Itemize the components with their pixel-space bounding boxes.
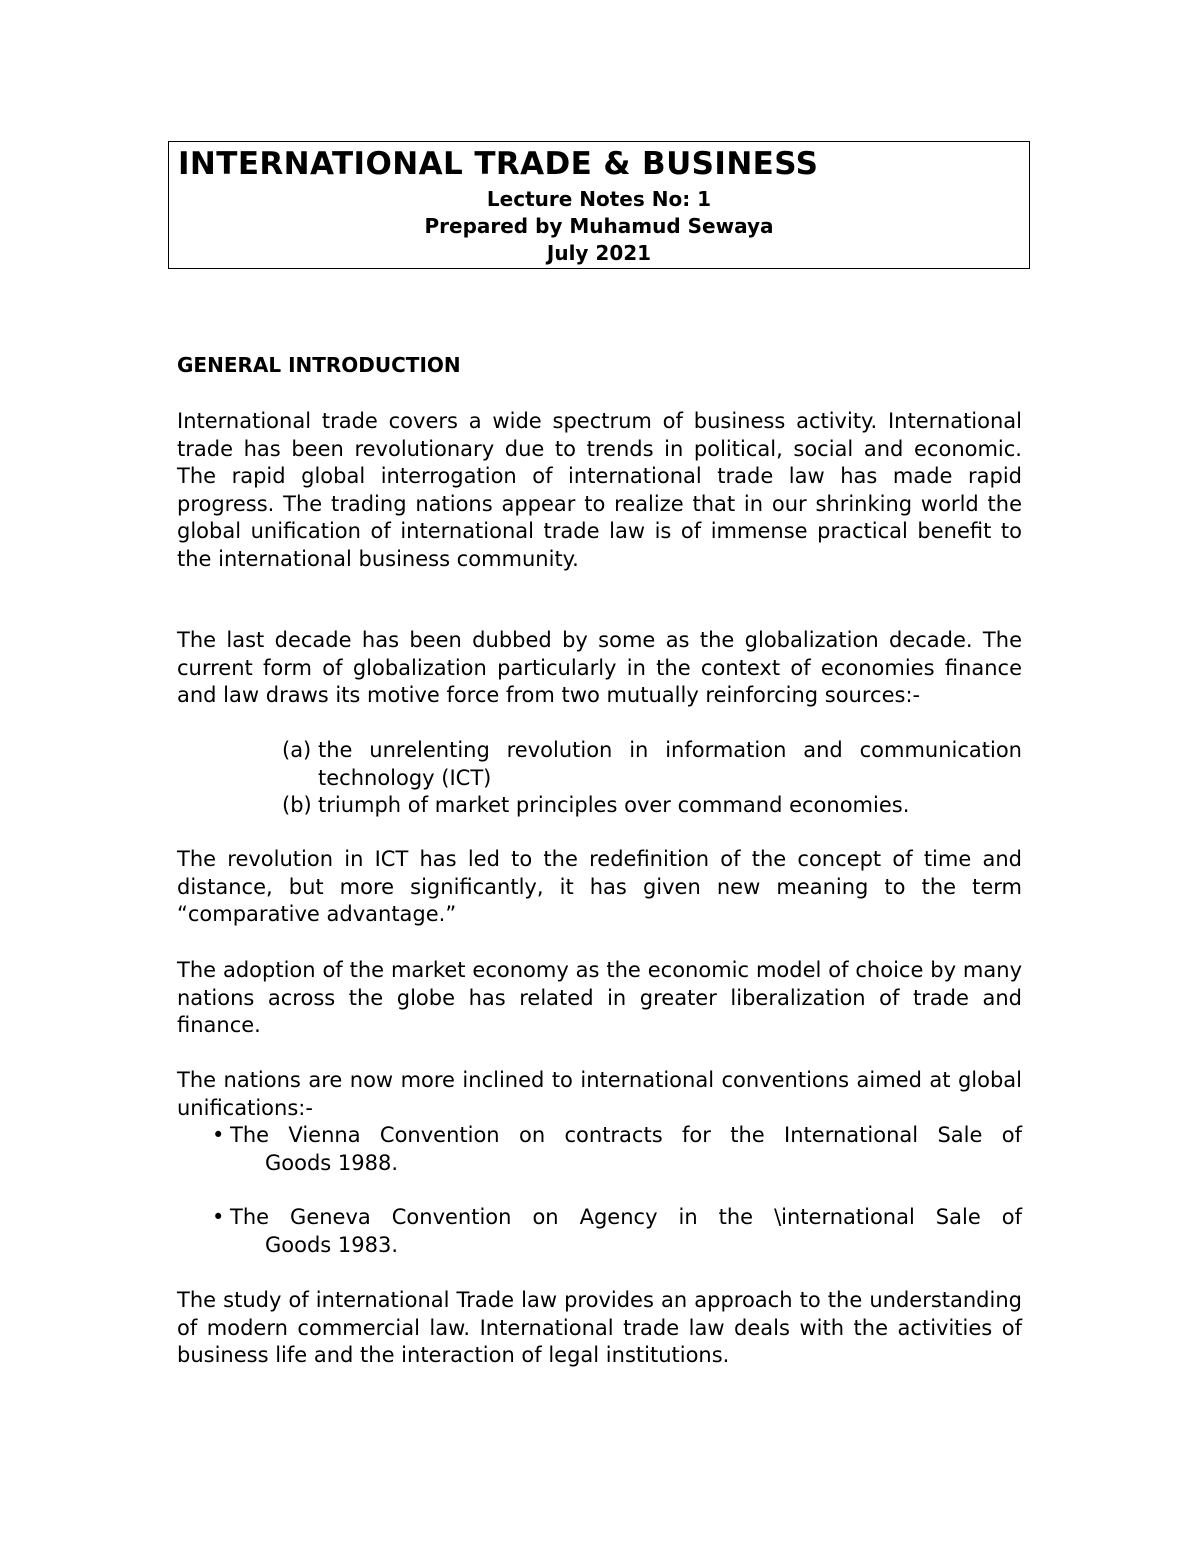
title-box <box>168 141 1030 269</box>
paragraph-conventions: The nations are now more inclined to international conventions aimed at global unifications:- <box>177 1068 1022 1120</box>
bullet-icon: • <box>212 1205 225 1229</box>
bullet-text-line2: Goods 1988. <box>265 1150 399 1175</box>
section-heading: GENERAL INTRODUCTION <box>177 353 461 377</box>
paragraph-ict: The revolution in ICT has led to the redefinition of the concept of time and distance, but more significantly, it has given new meaning to the term “comparative advantage.” <box>177 847 1022 926</box>
list-item-b <box>282 792 1022 820</box>
bullet-text-line2: Goods 1983. <box>265 1232 399 1257</box>
bullet-text-line1: The Vienna Convention on contracts for the International Sale of <box>230 1123 1022 1147</box>
list-text-b: triumph of market principles over command economies. <box>318 793 910 817</box>
bullet-icon: • <box>212 1123 225 1147</box>
paragraph-intro: International trade covers a wide spectrum of business activity. International trade has been revolutionary due to trends in political, social and economic. The rapid global interrogation of international trade law has made rapid progress. The trading nations appear to realize that in our shrinking world the global unification of international trade law is of immense practical benefit to the international business community. <box>177 409 1022 571</box>
paragraph-study: The study of international Trade law provides an approach to the understanding of modern commercial law. International trade law deals with the activities of business life and the interaction of legal institutions. <box>177 1288 1022 1367</box>
list-marker-a: (a) <box>282 738 312 762</box>
bullet-text-line1: The Geneva Convention on Agency in the \international Sale of <box>230 1205 1022 1229</box>
date-line: July 2021 <box>546 241 652 265</box>
lecture-number: Lecture Notes No: 1 <box>486 187 712 211</box>
list-item-a <box>282 737 1022 792</box>
list-marker-b: (b) <box>282 793 312 817</box>
paragraph-globalization: The last decade has been dubbed by some as the globalization decade. The current form of globalization particularly in the context of economies finance and law draws its motive force from two mutually reinforcing sources:- <box>177 628 1022 707</box>
document-title: INTERNATIONAL TRADE & BUSINESS <box>178 146 819 182</box>
bullet-item-vienna <box>212 1122 1022 1177</box>
bullet-item-geneva <box>212 1204 1022 1259</box>
paragraph-market-economy: The adoption of the market economy as the economic model of choice by many nations across the globe has related in greater liberalization of trade and finance. <box>177 958 1022 1037</box>
list-text-a: the unrelenting revolution in information and communication technology (ICT) <box>318 738 1022 790</box>
author-line: Prepared by Muhamud Sewaya <box>424 214 774 238</box>
